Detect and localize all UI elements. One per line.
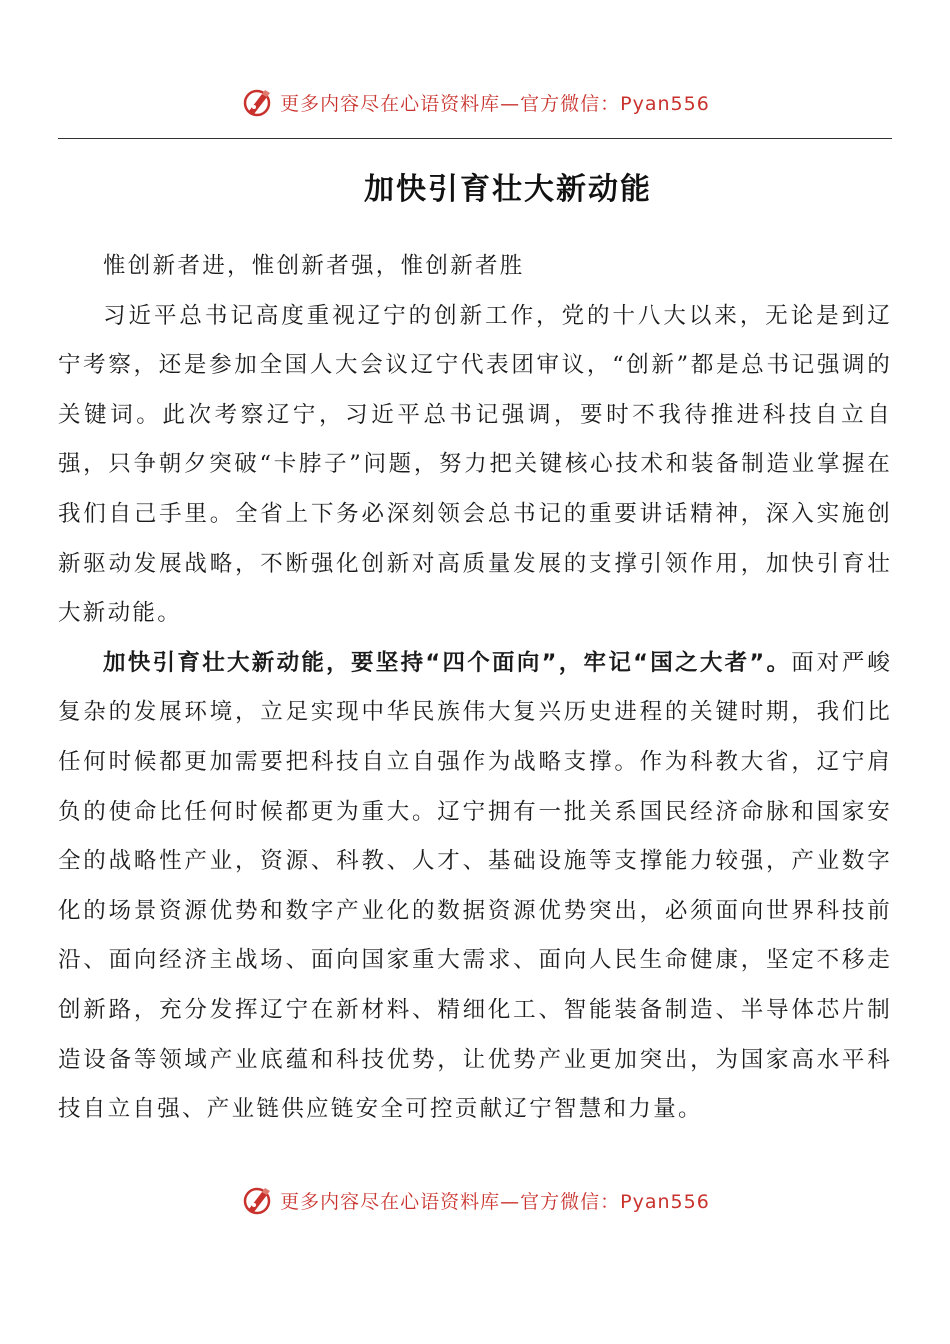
watermark-text: 更多内容尽在心语资料库—官方微信：Pyan556 — [280, 92, 710, 115]
document-title: 加快引育壮大新动能 — [364, 172, 652, 207]
paragraph-2-lead: 加快引育壮大新动能，要坚持“四个面向”，牢记“国之大者”。 — [103, 649, 792, 676]
pen-nib-logo-icon — [240, 1183, 274, 1217]
pen-nib-logo-icon — [240, 85, 274, 119]
watermark-text: 更多内容尽在心语资料库—官方微信：Pyan556 — [280, 1190, 710, 1213]
header-watermark — [0, 82, 950, 122]
paragraph-2 — [58, 639, 892, 1135]
footer-watermark — [0, 1180, 950, 1220]
subtitle-line: 惟创新者进，惟创新者强，惟创新者胜 — [103, 253, 525, 279]
paragraph-2-body: 面对严峻复杂的发展环境，立足实现中华民族伟大复兴历史进程的关键时期，我们比任何时候都更加需要把科技自立自强作为战略支撑。作为科教大省，辽宁肩负的使命比任何时候都更为重大。辽宁拥有一批关系国民经济命脉和国家安全的战略性产业，资源、科教、人才、基础设施等支撑能力较强，产业数字化的场景资源优势和数字产业化的数据资源优势突出，必须面向世界科技前沿、面向经济主战场、面向国家重大需求、面向人民生命健康，坚定不移走创新路，充分发挥辽宁在新材料、精细化工、智能装备制造、半导体芯片制造设备等领域产业底蕴和科技优势，让优势产业更加突出，为国家高水平科技自立自强、产业链供应链安全可控贡献辽宁智慧和力量。 — [58, 649, 892, 1123]
paragraph-1: 习近平总书记高度重视辽宁的创新工作，党的十八大以来，无论是到辽宁考察，还是参加全国人大会议辽宁代表团审议，“创新”都是总书记强调的关键词。此次考察辽宁，习近平总书记强调，要时不我待推进科技自立自强，只争朝夕突破“卡脖子”问题，努力把关键核心技术和装备制造业掌握在我们自己手里。全省上下务必深刻领会总书记的重要讲话精神，深入实施创新驱动发展战略，不断强化创新对高质量发展的支撑引领作用，加快引育壮大新动能。 — [58, 302, 892, 627]
document-body — [58, 242, 892, 1135]
header-divider — [58, 138, 892, 139]
